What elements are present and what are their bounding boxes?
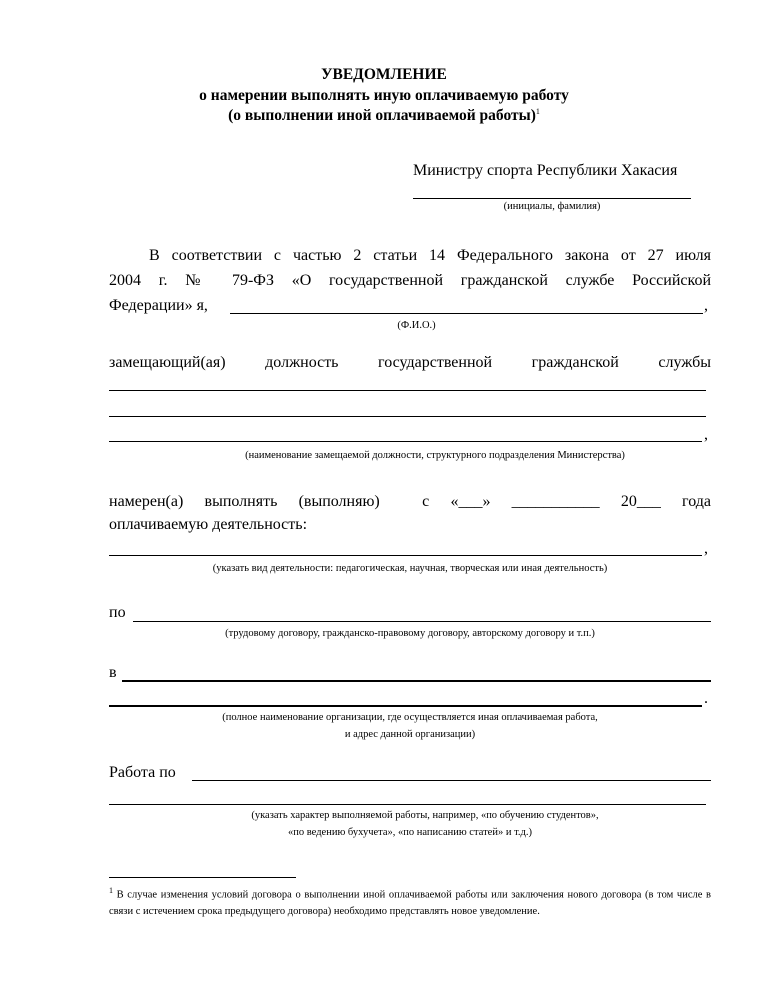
contract-hint: (трудовому договору, гражданско-правовому договору, авторскому договору и т.п.) [225,628,595,639]
fio-comma: , [704,297,708,314]
org-hint-1: (полное наименование организации, где осуществляется иная оплачиваемая работа, [222,712,598,723]
work-label: Работа по [109,764,176,781]
work-field-line-2[interactable] [109,804,706,805]
v-label: в [109,664,117,681]
document-subtitle-1: о намерении выполнять иную оплачиваемую работу [199,87,569,104]
fio-line[interactable] [230,313,703,314]
paragraph-1-line-2: 2004 г. № 79-ФЗ «О государственной гражданской службе Российской [109,272,711,289]
paragraph-1-line-1: В соответствии с частью 2 статьи 14 Федерального закона от 27 июля [149,247,711,264]
addressee-hint: (инициалы, фамилия) [503,201,601,212]
fio-hint: (Ф.И.О.) [397,320,436,331]
activity-comma: , [704,540,708,557]
addressee-name-line[interactable] [413,198,691,199]
footnote-ref: 1 [535,107,540,116]
position-line: замещающий(ая) должность государственной гражданской службы [109,354,711,371]
work-hint-1: (указать характер выполняемой работы, например, «по обучению студентов», [251,810,599,821]
org-period: . [704,690,708,707]
position-field-line-1[interactable] [109,390,706,391]
activity-field-line[interactable] [109,555,702,556]
footnote-text: В случае изменения условий договора о выполнении иной оплачиваемой работы или заключения нового договора (в том числе в связи с истечением срока предыдущего договора) необходимо представлять новое уведомление. [109,889,711,917]
org-field-line-2[interactable] [109,705,702,707]
org-hint-2: и адрес данной организации) [344,729,476,740]
document-subtitle-2 [0,107,768,125]
position-field-line-3[interactable] [109,441,702,442]
footnote-separator [109,877,296,878]
document-title: УВЕДОМЛЕНИЕ [321,66,447,83]
position-hint: (наименование замещаемой должности, структурного подразделения Министерства) [245,450,625,461]
addressee-text: Министру спорта Республики Хакасия [413,162,678,179]
subtitle-2-text: (о выполнении иной оплачиваемой работы) [228,107,536,125]
intent-line-1: намерен(а) выполнять (выполняю) с «___» ___________ 20___ года [109,493,711,510]
position-field-line-2[interactable] [109,416,706,417]
po-label: по [109,604,126,621]
footnote-mark: 1 [109,886,113,895]
work-hint-2: «по ведению бухучета», «по написанию статей» и т.д.) [288,827,532,838]
intent-line-2: оплачиваемую деятельность: [109,516,308,533]
activity-hint: (указать вид деятельности: педагогическая, научная, творческая или иная деятельность) [212,563,608,574]
paragraph-1-line-3: Федерации» я, [109,297,208,314]
footnote [109,883,711,920]
contract-field-line[interactable] [133,621,711,622]
org-field-line-1[interactable] [122,680,711,682]
work-field-line-1[interactable] [192,780,711,781]
position-comma: , [704,426,708,443]
